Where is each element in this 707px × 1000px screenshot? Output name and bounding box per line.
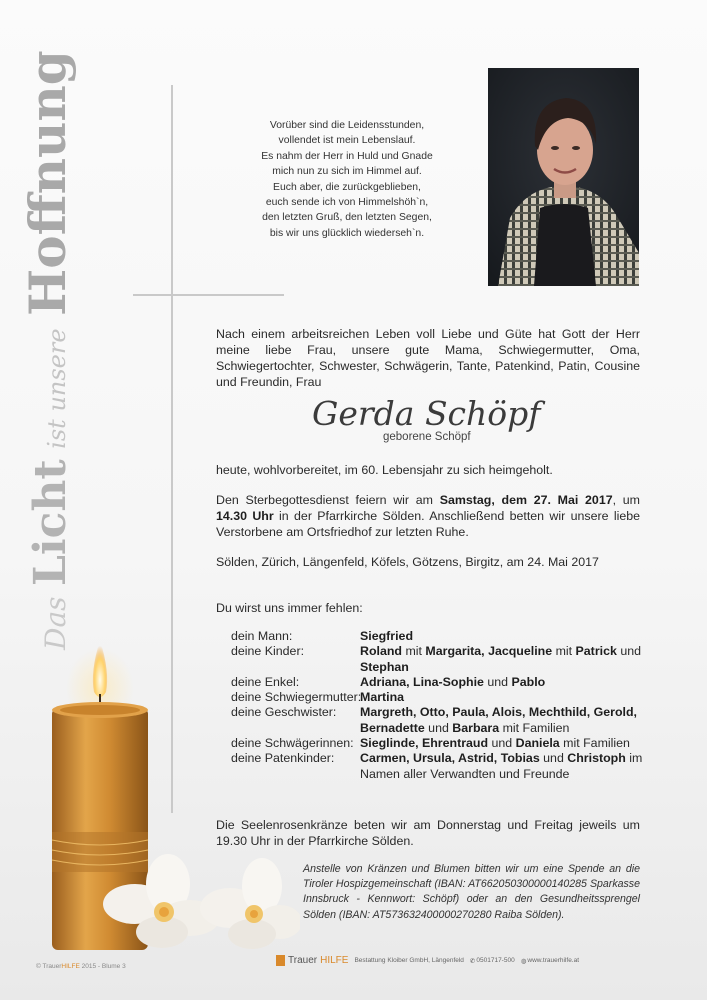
family-connector-text: und <box>424 720 453 735</box>
cross-horizontal-line <box>133 294 284 296</box>
family-connector-text: und <box>539 751 568 766</box>
poem-line: Euch aber, die zurückgeblieben, <box>273 181 421 193</box>
logo-text-hilfe: HILFE <box>320 955 349 966</box>
family-members <box>360 690 651 705</box>
family-member-name: Stephan <box>360 659 409 674</box>
family-member-name: Adriana, Lina-Sophie <box>360 674 484 689</box>
footer-copyright <box>36 963 126 970</box>
portrait-illustration <box>488 68 639 286</box>
family-relation-label: deine Schwiegermutter: <box>231 690 362 705</box>
maiden-name: geborene Schöpf <box>383 431 471 443</box>
family-member-name: Barbara <box>452 720 500 735</box>
footer-imprint <box>276 955 579 966</box>
footer-company: Bestattung Kloiber GmbH, Längenfeld <box>354 957 464 964</box>
vertical-motto <box>18 50 77 650</box>
family-members <box>360 629 651 644</box>
donation-note: Anstelle von Kränzen und Blumen bitten wir um eine Spende an die Tiroler Hospizgemeinschaft (IBAN: AT662050300000140285 Sparkasse Innsbruck - Kennwort: Schöpf) oder an den Gesundheitssprengel Sölden (IBAN: AT573632400000270280 Raiba Sölden). <box>303 863 640 921</box>
funeral-text-part: , um <box>612 493 640 507</box>
family-member-name: Margarita, Jacqueline <box>425 644 553 659</box>
intro-text: Nach einem arbeitsreichen Leben voll Liebe und Güte hat Gott der Herr meine liebe Frau, unsere gute Mama, Schwiegermutter, Oma, Schwiegertochter, Schwester, Schwägerin, Tante, Patenkind, Patin, Cousine und Freundin, Frau <box>216 327 640 389</box>
places-and-date: Sölden, Zürich, Längenfeld, Köfels, Götzens, Birgitz, am 24. Mai 2017 <box>216 555 599 569</box>
funeral-text-part: Den Sterbegottesdienst feiern wir am <box>216 493 440 507</box>
death-line: heute, wohlvorbereitet, im 60. Lebensjahr zu sich heimgeholt. <box>216 463 553 477</box>
family-member-name: Christoph <box>567 751 626 766</box>
miss-you-heading: Du wirst uns immer fehlen: <box>216 601 363 615</box>
poem <box>236 118 458 241</box>
family-members <box>360 675 651 690</box>
footer-copyright-text: © Trauer <box>36 963 62 970</box>
family-relation-label: deine Geschwister: <box>231 705 337 720</box>
family-members <box>360 736 651 751</box>
family-connector-text: und <box>488 736 516 751</box>
poem-line: Vorüber sind die Leidensstunden, <box>269 120 425 131</box>
family-members <box>360 644 651 675</box>
funeral-text <box>216 492 640 540</box>
poem-line: vollendet ist mein Lebenslauf. <box>278 135 416 147</box>
family-member-name: Siegfried <box>360 629 414 643</box>
family-member-name: Carmen, Ursula, Astrid, Tobias <box>360 751 540 766</box>
funeral-text-part: in der Pfarrkirche Sölden. Anschließend betten wir unsere liebe Verstorbene am Ortsfriedhof zur letzten Ruhe. <box>216 509 640 539</box>
family-members <box>360 751 651 782</box>
poem-line: euch sende ich von Himmelshöh`n, <box>265 197 429 209</box>
motto-word-ist-unsere: ist unsere <box>43 328 71 449</box>
family-connector-text: im Namen aller Verwandten und Freunde <box>360 751 643 781</box>
orchid-flower-icon <box>200 858 300 949</box>
family-members <box>360 705 651 736</box>
poem-line: den letzten Gruß, den letzten Segen, <box>262 212 432 224</box>
phone-icon: ✆ <box>469 957 476 965</box>
candle-illustration <box>40 636 300 966</box>
family-member-name: Margreth, Otto, Paula, Alois, Mechthild, Gerold, Bernadette <box>360 705 637 735</box>
family-connector-text: mit <box>402 644 426 659</box>
footer-website[interactable]: www.trauerhilfe.at <box>527 957 580 964</box>
family-member-name: Roland <box>360 644 402 659</box>
globe-icon: ◍ <box>520 957 527 965</box>
footer-copyright-suffix: 2015 - Blume 3 <box>79 963 126 970</box>
poem-line: bis wir uns glücklich wiederseh`n. <box>269 227 425 239</box>
footer-phone: 0501717-500 <box>476 957 515 964</box>
family-member-name: Sieglinde, Ehrentraud <box>360 736 489 751</box>
logo-mark-icon <box>276 955 285 966</box>
motto-word-hoffnung: Hoffnung <box>18 50 77 316</box>
family-relation-label: deine Kinder: <box>231 644 305 659</box>
family-connector-text: und <box>616 644 641 659</box>
family-relation-label: deine Patenkinder: <box>231 751 335 766</box>
family-connector-text: mit Familien <box>499 720 570 735</box>
footer-copyright-brand: HILFE <box>61 963 80 970</box>
family-relation-label: deine Schwägerinnen: <box>231 736 354 751</box>
family-connector-text: mit <box>552 644 576 659</box>
motto-word-das: Das <box>39 596 72 650</box>
portrait-photo <box>488 68 639 286</box>
family-relation-label: dein Mann: <box>231 629 293 643</box>
family-connector-text: und <box>483 674 512 689</box>
family-relation-label: deine Enkel: <box>231 674 300 689</box>
family-member-name: Martina <box>360 690 405 705</box>
funeral-date: Samstag, dem 27. Mai 2017 <box>439 493 613 507</box>
footer-logo <box>276 955 348 966</box>
rosary-text: Die Seelenrosenkränze beten wir am Donnerstag und Freitag jeweils um 19.30 Uhr in der Pfarrkirche Sölden. <box>216 818 640 848</box>
motto-word-licht: Licht <box>25 459 76 587</box>
family-member-name: Patrick <box>575 644 617 659</box>
deceased-name: Gerda Schöpf <box>312 394 541 433</box>
funeral-time: 14.30 Uhr <box>216 509 274 523</box>
poem-line: mich nun zu sich im Himmel auf. <box>272 166 422 178</box>
family-member-name: Daniela <box>515 736 560 751</box>
poem-line: Es nahm der Herr in Huld und Gnade <box>261 150 433 162</box>
logo-text: Trauer <box>288 955 318 966</box>
family-member-name: Pablo <box>511 674 546 689</box>
family-connector-text: mit Familien <box>559 736 630 751</box>
